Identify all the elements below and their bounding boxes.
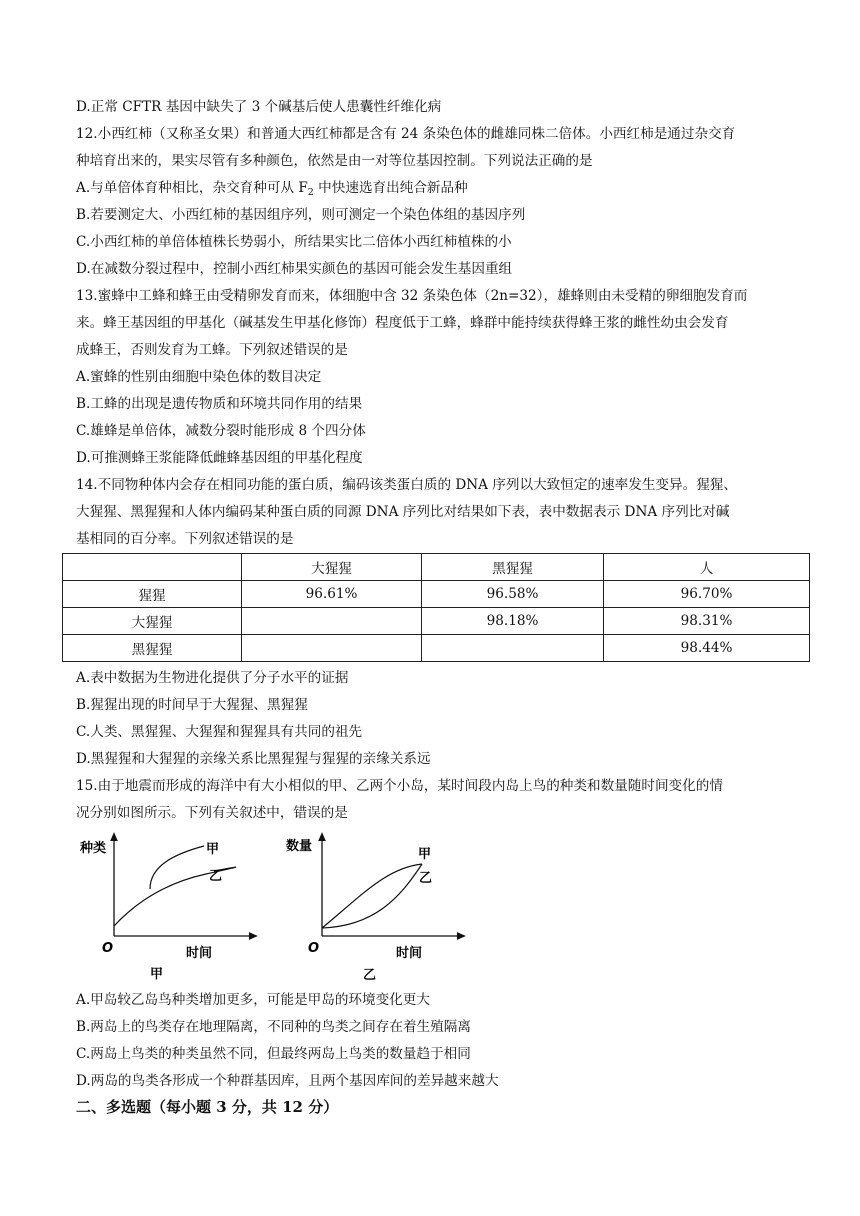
table-cell: [422, 635, 604, 662]
section-title-multiple-choice: 二、多选题（每小题 3 分，共 12 分）: [76, 1098, 339, 1116]
q13-stem-line3: 成蜂王，否则发育为工蜂。下列叙述错误的是: [76, 342, 348, 358]
q12-option-a: [76, 178, 468, 203]
island-graphs: [76, 826, 476, 986]
x-axis-label: 时间: [396, 946, 423, 961]
q14-stem-line1: 14.不同物种体内会存在相同功能的蛋白质，编码该类蛋白质的 DNA 序列以大致恒定的速率发生变异。猩猩、: [76, 477, 737, 493]
curve-label-jia: 甲: [206, 842, 220, 857]
q13-option-d: D.可推测蜂王浆能降低雌蜂基因组的甲基化程度: [76, 450, 363, 466]
curve-yi: [322, 864, 422, 928]
q12-option-d: D.在减数分裂过程中，控制小西红柿果实颜色的基因可能会发生基因重组: [76, 261, 513, 277]
q13-stem-line2: 来。蜂王基因组的甲基化（碱基发生甲基化修饰）程度低于工蜂，蜂群中能持续获得蜂王浆的雌性幼虫会发育: [76, 315, 729, 331]
table-cell: [242, 608, 422, 635]
q12-option-a-pre: A.与单倍体育种相比，杂交育种可从 F: [76, 180, 308, 196]
curve-label-yi: 乙: [209, 869, 223, 884]
y-axis-label: 数量: [286, 839, 313, 854]
q11-option-d: D.正常 CFTR 基因中缺失了 3 个碱基后使人患囊性纤维化病: [76, 99, 442, 115]
q15-option-a: A.甲岛较乙岛鸟种类增加更多，可能是甲岛的环境变化更大: [76, 992, 430, 1008]
table-cell: 98.44%: [604, 635, 810, 662]
table-row: [63, 635, 810, 662]
table-cell: [242, 635, 422, 662]
table-header-cell: 大猩猩: [242, 554, 422, 581]
curve-label-yi: 乙: [419, 871, 433, 886]
table-header-cell: 黑猩猩: [422, 554, 604, 581]
q12-option-a-subscript: 2: [307, 187, 314, 198]
q14-option-a: A.表中数据为生物进化提供了分子水平的证据: [76, 670, 349, 686]
q14-option-d: D.黑猩猩和大猩猩的亲缘关系比黑猩猩与猩猩的亲缘关系远: [76, 751, 431, 767]
table-cell: 大猩猩: [63, 608, 242, 635]
table-cell: 96.61%: [242, 581, 422, 608]
q15-option-c: C.两岛上鸟类的种类虽然不同，但最终两岛上鸟类的数量趋于相同: [76, 1046, 471, 1062]
dna-similarity-table: [62, 553, 810, 662]
table-header-cell: [63, 554, 242, 581]
table-header-cell: 人: [604, 554, 810, 581]
curve-jia: [322, 864, 422, 928]
q14-stem-line2: 大猩猩、黑猩猩和人体内编码某种蛋白质的同源 DNA 序列比对结果如下表，表中数据表示 DNA 序列比对碱: [76, 504, 730, 520]
origin-label: O: [308, 941, 320, 956]
table-cell: 98.31%: [604, 608, 810, 635]
curve-label-jia: 甲: [418, 847, 432, 862]
q15-stem-line2: 况分别如图所示。下列有关叙述中，错误的是: [76, 805, 348, 821]
figure-quantity-graph: [286, 836, 462, 983]
q13-option-a: A.蜜蜂的性别由细胞中染色体的数目决定: [76, 369, 322, 385]
table-cell: 猩猩: [63, 581, 242, 608]
table-row: [63, 608, 810, 635]
table-cell: 98.18%: [422, 608, 604, 635]
q15-option-b: B.两岛上的鸟类存在地理隔离，不同种的鸟类之间存在着生殖隔离: [76, 1019, 471, 1035]
q14-option-c: C.人类、黑猩猩、大猩猩和猩猩具有共同的祖先: [76, 724, 363, 740]
table-cell: 96.58%: [422, 581, 604, 608]
q15-figures: [76, 826, 476, 990]
q13-stem-line1: 13.蜜蜂中工蜂和蜂王由受精卵发育而来，体细胞中含 32 条染色体（2n=32），雄蜂则由未受精的卵细胞发育而: [76, 288, 748, 304]
q12-option-a-post: 中快速选育出纯合新品种: [313, 180, 468, 196]
q13-option-b: B.工蜂的出现是遗传物质和环境共同作用的结果: [76, 396, 363, 412]
q12-option-c: C.小西红柿的单倍体植株长势弱小，所结果实比二倍体小西红柿植株的小: [76, 234, 512, 250]
q12-option-b: B.若要测定大、小西红柿的基因组序列，则可测定一个染色体组的基因序列: [76, 207, 526, 223]
figure-caption: 乙: [363, 968, 377, 983]
q15-stem-line1: 15.由于地震而形成的海洋中有大小相似的甲、乙两个小岛，某时间段内岛上鸟的种类和数量随时间变化的情: [76, 778, 723, 794]
origin-label: O: [102, 941, 114, 956]
q12-stem-line2: 种培育出来的，果实尽管有多种颜色，依然是由一对等位基因控制。下列说法正确的是: [76, 153, 593, 169]
q13-option-c: C.雄蜂是单倍体，减数分裂时能形成 8 个四分体: [76, 423, 366, 439]
table-cell: 96.70%: [604, 581, 810, 608]
y-axis-label: 种类: [80, 841, 107, 856]
figure-caption: 甲: [150, 967, 164, 982]
figure-species-graph: [79, 836, 254, 982]
q14-option-b: B.猩猩出现的时间早于大猩猩、黑猩猩: [76, 697, 308, 713]
q14-stem-line3: 基相同的百分率。下列叙述错误的是: [76, 531, 294, 547]
table-header-row: [63, 554, 810, 581]
q15-option-d: D.两岛的鸟类各形成一个种群基因库，且两个基因库间的差异越来越大: [76, 1073, 499, 1089]
table-cell: 黑猩猩: [63, 635, 242, 662]
q12-stem-line1: 12.小西红柿（又称圣女果）和普通大西红柿都是含有 24 条染色体的雌雄同株二倍体。小西红柿是通过杂交育: [76, 126, 736, 142]
x-axis-label: 时间: [186, 946, 213, 961]
table-row: [63, 581, 810, 608]
